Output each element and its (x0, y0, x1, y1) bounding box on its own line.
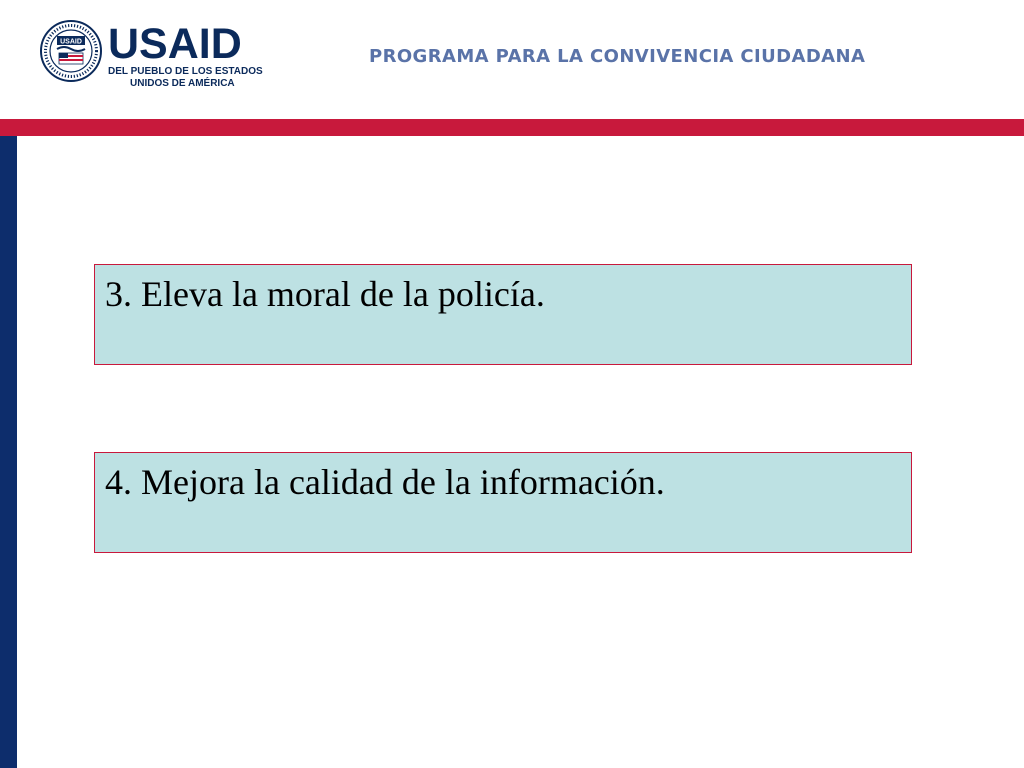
header-red-band (0, 119, 1024, 136)
point-box-3 (94, 264, 912, 365)
point-box-4 (94, 452, 912, 553)
logo-subtitle-line-1: DEL PUEBLO DE LOS ESTADOS (108, 66, 263, 77)
program-title: PROGRAMA PARA LA CONVIVENCIA CIUDADANA (369, 46, 866, 67)
usaid-logo-text: USAID (108, 20, 242, 68)
point-text-3: 3. Eleva la moral de la policía. (105, 274, 545, 314)
usaid-wordmark (108, 20, 263, 89)
logo-subtitle-line-2: UNIDOS DE AMÉRICA (130, 78, 235, 89)
point-text-4: 4. Mejora la calidad de la información. (105, 462, 665, 502)
left-blue-bar (0, 136, 17, 768)
svg-text:USAID: USAID (60, 38, 82, 46)
usaid-seal-logo (40, 20, 102, 82)
